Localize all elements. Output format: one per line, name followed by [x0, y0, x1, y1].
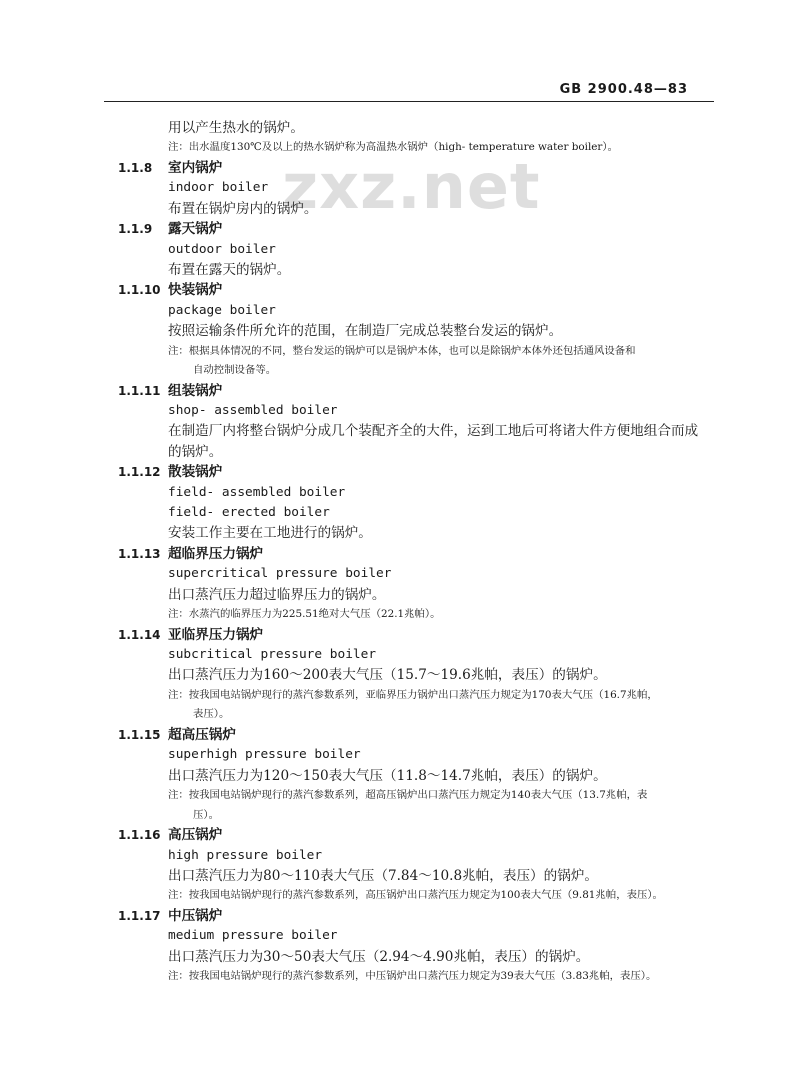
note-continuation-line: [118, 361, 718, 381]
term-title: 露天锅炉: [168, 221, 223, 238]
english-term-line: [118, 503, 718, 523]
term-title: 中压锅炉: [168, 908, 223, 925]
note-line: [118, 342, 718, 362]
body-text-line: [118, 866, 718, 886]
term-title: 室内锅炉: [168, 159, 223, 176]
term-number: 1.1.9: [118, 222, 153, 237]
line-text: field- assembled boiler: [168, 484, 346, 500]
line-text: 出口蒸汽压力为160～200表大气压（15.7～19.6兆帕，表压）的锅炉。: [168, 667, 607, 684]
note-line: [118, 605, 718, 625]
term-number: 1.1.12: [118, 465, 161, 480]
line-text: 注：按我国电站锅炉现行的蒸汽参数系列，亚临界压力锅炉出口蒸汽压力规定为170表大气压（16.7兆帕，: [168, 688, 658, 701]
line-text: 注：按我国电站锅炉现行的蒸汽参数系列，高压锅炉出口蒸汽压力规定为100表大气压（9.81兆帕，表压）。: [168, 889, 663, 902]
note-line: [118, 138, 718, 158]
term-number: 1.1.11: [118, 383, 161, 398]
body-text-line: [118, 199, 718, 219]
line-text: outdoor boiler: [168, 241, 276, 257]
body-text-line: [118, 665, 718, 685]
line-text: 注：出水温度130℃及以上的热水锅炉称为高温热水锅炉（high- temperature water boiler）。: [168, 141, 618, 154]
line-text: superhigh pressure boiler: [168, 747, 361, 763]
term-title: 散装锅炉: [168, 464, 223, 481]
line-text: 注：根据具体情况的不同，整台发运的锅炉可以是锅炉本体，也可以是除锅炉本体外还包括通风设备和: [168, 344, 636, 357]
term-number: 1.1.8: [118, 160, 153, 175]
line-text: indoor boiler: [168, 180, 269, 196]
body-text-line: [118, 321, 718, 341]
term-title: 超高压锅炉: [168, 726, 236, 743]
note-line: [118, 686, 718, 706]
note-continuation-line: [118, 806, 718, 826]
line-text: 出口蒸汽压力为80～110表大气压（7.84～10.8兆帕，表压）的锅炉。: [168, 868, 599, 885]
term-number: 1.1.14: [118, 627, 161, 642]
body-text-line: [118, 442, 718, 462]
line-text: 的锅炉。: [168, 443, 223, 460]
line-text: shop- assembled boiler: [168, 403, 338, 419]
term-number: 1.1.17: [118, 909, 161, 924]
term-title: 组装锅炉: [168, 382, 223, 399]
english-term-line: [118, 301, 718, 321]
note-line: [118, 786, 718, 806]
english-term-line: [118, 178, 718, 198]
line-text: 出口蒸汽压力为30～50表大气压（2.94～4.90兆帕，表压）的锅炉。: [168, 948, 590, 965]
term-number: 1.1.16: [118, 828, 161, 843]
line-text: package boiler: [168, 302, 276, 318]
line-text: 自动控制设备等。: [193, 364, 277, 377]
term-heading: [118, 544, 718, 564]
term-number: 1.1.10: [118, 283, 161, 298]
line-text: 出口蒸汽压力超过临界压力的锅炉。: [168, 586, 386, 603]
english-term-line: [118, 645, 718, 665]
line-text: high pressure boiler: [168, 847, 323, 863]
body-text-line: [118, 766, 718, 786]
line-text: 在制造厂内将整台锅炉分成几个装配齐全的大件，运到工地后可将诸大件方便地组合而成: [168, 423, 699, 440]
term-heading: [118, 219, 718, 239]
body-text-line: [118, 947, 718, 967]
line-text: 注：水蒸汽的临界压力为225.51绝对大气压（22.1兆帕）。: [168, 607, 441, 620]
term-heading: [118, 158, 718, 178]
term-number: 1.1.15: [118, 727, 161, 742]
document-body: [118, 118, 718, 987]
term-title: 亚临界压力锅炉: [168, 626, 264, 643]
line-text: subcritical pressure boiler: [168, 646, 377, 662]
english-term-line: [118, 240, 718, 260]
line-text: 用以产生热水的锅炉。: [168, 120, 304, 136]
english-term-line: [118, 401, 718, 421]
note-line: [118, 886, 718, 906]
standard-number-header: GB 2900.48—83: [559, 82, 688, 97]
line-text: 注：按我国电站锅炉现行的蒸汽参数系列，超高压锅炉出口蒸汽压力规定为140表大气压（13.7兆帕，表: [168, 789, 648, 802]
term-heading: [118, 280, 718, 300]
line-text: 安装工作主要在工地进行的锅炉。: [168, 525, 372, 542]
line-text: medium pressure boiler: [168, 928, 338, 944]
body-text-line: [118, 118, 718, 138]
line-text: 表压）。: [193, 708, 230, 721]
term-heading: [118, 462, 718, 482]
note-line: [118, 967, 718, 987]
line-text: supercritical pressure boiler: [168, 566, 392, 582]
line-text: 出口蒸汽压力为120～150表大气压（11.8～14.7兆帕，表压）的锅炉。: [168, 767, 607, 784]
term-number: 1.1.13: [118, 546, 161, 561]
note-continuation-line: [118, 705, 718, 725]
english-term-line: [118, 926, 718, 946]
term-heading: [118, 381, 718, 401]
term-heading: [118, 825, 718, 845]
body-text-line: [118, 523, 718, 543]
english-term-line: [118, 564, 718, 584]
header-rule: [104, 101, 714, 102]
line-text: 按照运输条件所允许的范围，在制造厂完成总装整台发运的锅炉。: [168, 323, 563, 340]
body-text-line: [118, 585, 718, 605]
body-text-line: [118, 421, 718, 441]
body-text-line: [118, 260, 718, 280]
english-term-line: [118, 846, 718, 866]
english-term-line: [118, 483, 718, 503]
english-term-line: [118, 745, 718, 765]
line-text: 布置在露天的锅炉。: [168, 261, 291, 278]
term-heading: [118, 725, 718, 745]
line-text: 布置在锅炉房内的锅炉。: [168, 200, 318, 217]
term-title: 快装锅炉: [168, 282, 223, 299]
term-title: 超临界压力锅炉: [168, 545, 264, 562]
watermark: zxz.net: [282, 150, 541, 223]
line-text: 压）。: [193, 808, 219, 821]
term-heading: [118, 625, 718, 645]
term-heading: [118, 906, 718, 926]
line-text: 注：按我国电站锅炉现行的蒸汽参数系列，中压锅炉出口蒸汽压力规定为39表大气压（3.83兆帕，表压）。: [168, 970, 657, 983]
line-text: field- erected boiler: [168, 505, 330, 521]
term-title: 高压锅炉: [168, 827, 223, 844]
